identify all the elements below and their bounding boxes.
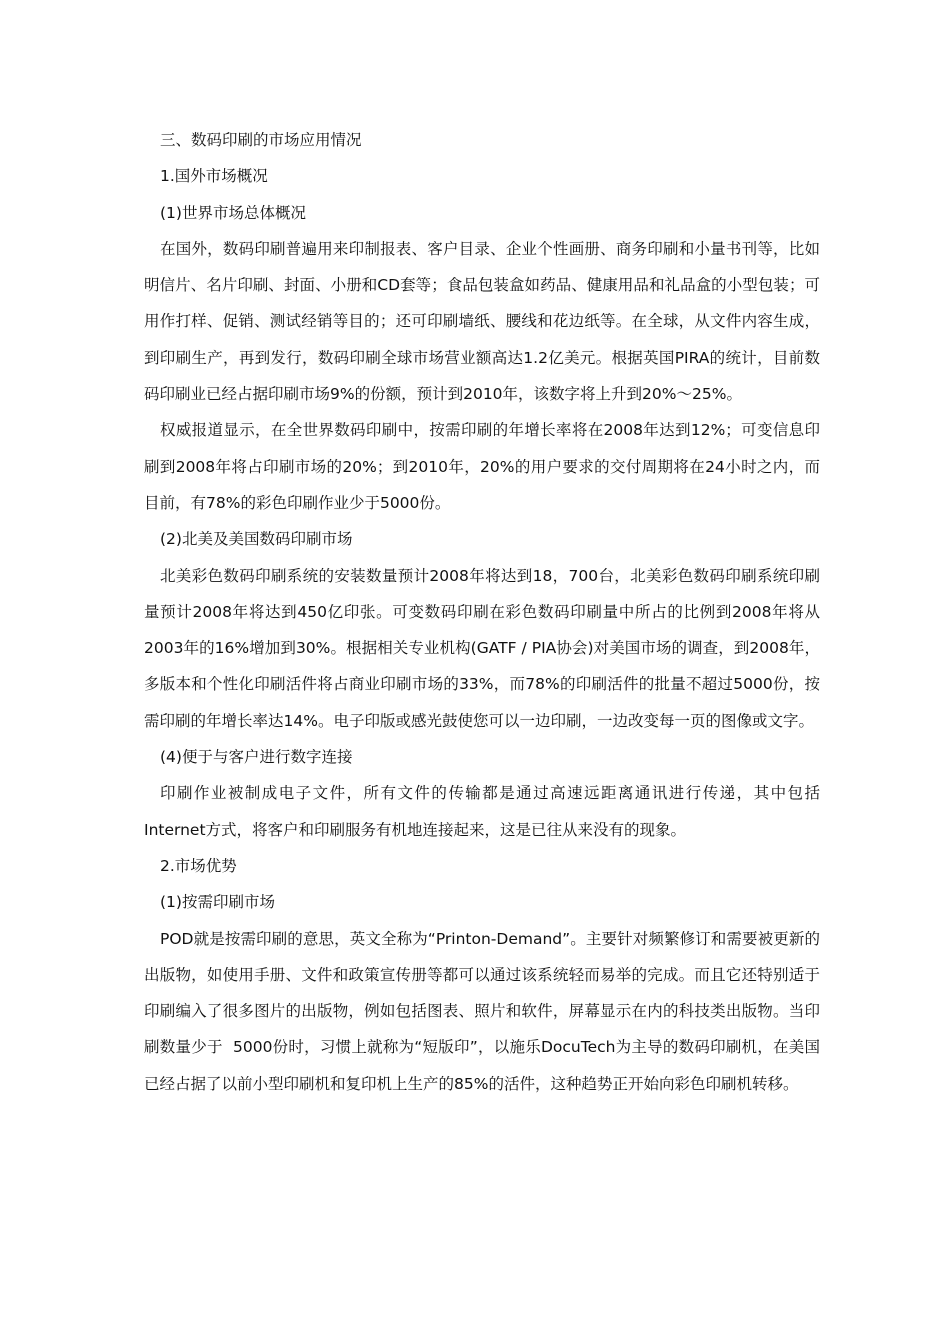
section-heading: 三、数码印刷的市场应用情况 [160,131,362,149]
subsection-heading: 1.国外市场概况 [160,167,268,186]
document-body [144,122,820,1102]
body-paragraph: 权威报道显示，在全世界数码印刷中，按需印刷的年增长率将在2008年达到12%；可变信息印刷到2008年将占印刷市场的20%；到2010年，20%的用户要求的交付周期将在24小时之内，而目前，有78%的彩色印刷作业少于5000份。 [144,421,820,512]
sub-subsection-heading: (4)便于与客户进行数字连接 [160,748,353,767]
sub-subsection-heading: (1)世界市场总体概况 [160,203,306,222]
body-paragraph: POD就是按需印刷的意思，英文全称为“Printon-Demand”。主要针对频繁修订和需要被更新的出版物，如使用手册、文件和政策宣传册等都可以通过该系统轻而易举的完成。而且它还特别适于印刷编入了很多图片的出版物，例如包括图表、照片和软件，屏幕显示在内的科技类出版物。当印刷数量少于 5000份时，习惯上就称为“短版印”，以施乐DocuTech为主导的数码印刷机，在美国已经占据了以前小型印刷机和复印机上生产的85%的活件，这种趋势正开始向彩色印刷机转移。 [144,929,820,1093]
body-paragraph: 北美彩色数码印刷系统的安装数量预计2008年将达到18，700台，北美彩色数码印刷系统印刷量预计2008年将达到450亿印张。可变数码印刷在彩色数码印刷量中所占的比例到2008年将从2003年的16%增加到30%。根据相关专业机构(GATF / PIA协会)对美国市场的调查，到2008年，多版本和个性化印刷活件将占商业印刷市场的33%，而78%的印刷活件的批量不超过5000份，按需印刷的年增长率达14%。电子印版或感光鼓使您可以一边印刷，一边改变每一页的图像或文字。 [144,566,820,730]
body-paragraph: 在国外，数码印刷普遍用来印制报表、客户目录、企业个性画册、商务印刷和小量书刊等，比如明信片、名片印刷、封面、小册和CD套等；食品包装盒如药品、健康用品和礼品盒的小型包装；可用作打样、促销、测试经销等目的；还可印刷墙纸、腰线和花边纸等。在全球，从文件内容生成，到印刷生产，再到发行，数码印刷全球市场营业额高达1.2亿美元。根据英国PIRA的统计，目前数码印刷业已经占据印刷市场9%的份额，预计到2010年，该数字将上升到20%～25%。 [144,239,820,404]
sub-subsection-heading: (1)按需印刷市场 [160,893,275,912]
body-paragraph: 印刷作业被制成电子文件，所有文件的传输都是通过高速远距离通讯进行传递，其中包括Internet方式，将客户和印刷服务有机地连接起来，这是已往从来没有的现象。 [144,784,820,839]
subsection-heading: 2.市场优势 [160,856,237,875]
sub-subsection-heading: (2)北美及美国数码印刷市场 [160,530,353,549]
